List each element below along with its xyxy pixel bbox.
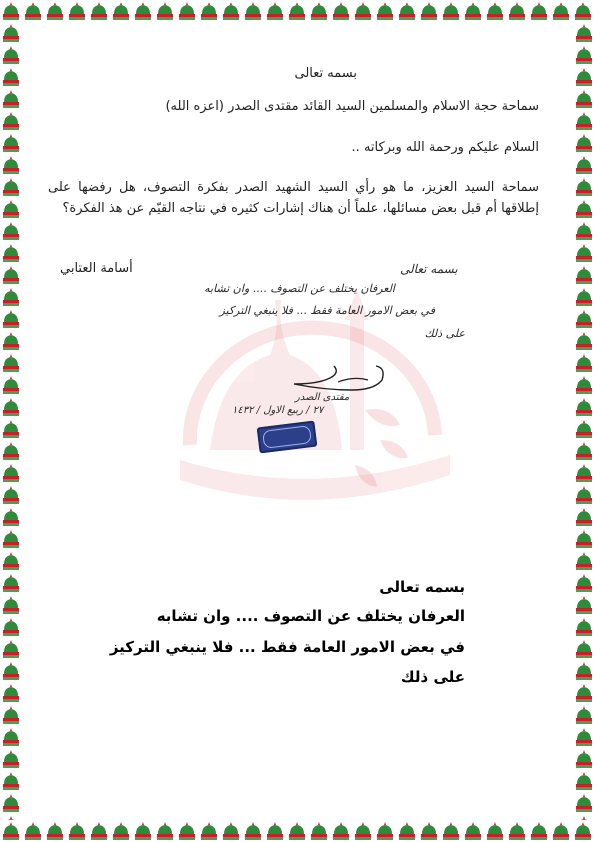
mosque-dome-icon [0,660,22,682]
handwritten-line-3: على ذلك [424,327,465,340]
mosque-dome-icon [0,748,22,770]
mosque-dome-icon [573,308,595,330]
mosque-dome-icon [573,770,595,792]
letter-body [48,0,547,842]
mosque-dome-icon [0,286,22,308]
mosque-dome-icon [0,682,22,704]
mosque-dome-icon [573,22,595,44]
mosque-dome-icon [573,154,595,176]
typed-line-2: في بعض الامور العامة فقط ... فلا ينبغي التركيز [109,638,465,656]
signature-date: ٢٧ / ربيع الاول / ١٤٣٢ [232,405,324,416]
mosque-dome-icon [573,132,595,154]
mosque-dome-icon [0,440,22,462]
mosque-dome-icon [0,132,22,154]
mosque-dome-icon [573,528,595,550]
mosque-dome-icon [573,748,595,770]
mosque-dome-icon [0,44,22,66]
mosque-dome-icon [573,484,595,506]
mosque-dome-icon [573,506,595,528]
letter-sender: أسامة العتابي [60,261,133,276]
signature-caption: مقتدى الصدر [295,392,350,403]
mosque-dome-icon [573,550,595,572]
letter-question: سماحة السيد العزيز، ما هو رأي السيد الشهيد الصدر بفكرة التصوف، هل رفضها على إطلاقها أم قبل بعض مسائلها، علماً أن هناك إشارات كثيره في نتاجه القيّم عن هذ الفكرة؟ [48,180,539,216]
mosque-dome-icon [573,352,595,374]
mosque-dome-icon [0,638,22,660]
mosque-dome-icon [22,820,44,842]
mosque-dome-icon [0,462,22,484]
mosque-dome-icon [573,264,595,286]
mosque-dome-icon [0,820,22,842]
mosque-dome-icon [0,110,22,132]
mosque-dome-icon [573,660,595,682]
mosque-dome-icon [0,66,22,88]
mosque-dome-icon [0,792,22,814]
mosque-dome-icon [573,176,595,198]
mosque-dome-icon [573,616,595,638]
mosque-dome-icon [573,374,595,396]
mosque-dome-icon [573,682,595,704]
mosque-dome-icon [0,528,22,550]
mosque-dome-icon [0,308,22,330]
mosque-dome-icon [0,594,22,616]
typed-line-3: على ذلك [400,668,465,686]
mosque-dome-icon [0,704,22,726]
mosque-dome-icon [573,638,595,660]
mosque-dome-icon [573,44,595,66]
mosque-dome-icon [0,418,22,440]
mosque-dome-icon [0,506,22,528]
mosque-dome-icon [0,264,22,286]
mosque-dome-icon [0,770,22,792]
mosque-dome-icon [0,616,22,638]
mosque-dome-icon [573,704,595,726]
mosque-dome-icon [550,0,572,22]
mosque-dome-icon [0,484,22,506]
mosque-dome-icon [572,820,594,842]
mosque-dome-icon [573,220,595,242]
mosque-dome-icon [0,22,22,44]
mosque-dome-icon [572,0,594,22]
frame-left [0,22,22,820]
mosque-dome-icon [573,726,595,748]
mosque-dome-icon [573,330,595,352]
mosque-dome-icon [573,396,595,418]
handwritten-heading: بسمه تعالى [400,262,458,276]
mosque-dome-icon [0,220,22,242]
mosque-dome-icon [0,176,22,198]
mosque-dome-icon [0,814,22,820]
typed-line-1: العرفان يختلف عن التصوف .... وان تشابه [156,607,465,625]
mosque-dome-icon [573,440,595,462]
letter-addressee: سماحة حجة الاسلام والمسلمين السيد القائد مقتدى الصدر (اعزه الله) [165,99,539,114]
handwritten-line-2: في بعض الامور العامة فقط ... فلا ينبغي التركيز [219,304,435,317]
handwritten-line-1: العرفان يختلف عن التصوف .... وان تشابه [204,282,395,295]
mosque-dome-icon [573,462,595,484]
mosque-dome-icon [573,110,595,132]
mosque-dome-icon [0,242,22,264]
mosque-dome-icon [0,572,22,594]
mosque-dome-icon [573,594,595,616]
mosque-dome-icon [0,0,22,22]
mosque-dome-icon [0,154,22,176]
mosque-dome-icon [573,242,595,264]
mosque-dome-icon [573,286,595,308]
letter-heading: بسمه تعالى [294,66,357,81]
stamp-inner-ring [262,425,312,449]
mosque-dome-icon [0,726,22,748]
mosque-dome-icon [573,66,595,88]
frame-right [573,22,595,820]
mosque-dome-icon [573,198,595,220]
letter-greeting: السلام عليكم ورحمة الله وبركاته .. [351,140,539,155]
mosque-dome-icon [0,198,22,220]
typed-heading: بسمه تعالى [379,578,465,596]
mosque-dome-icon [550,820,572,842]
mosque-dome-icon [573,814,595,820]
mosque-dome-icon [0,88,22,110]
mosque-dome-icon [573,88,595,110]
mosque-dome-icon [0,550,22,572]
mosque-dome-icon [573,792,595,814]
mosque-dome-icon [0,374,22,396]
mosque-dome-icon [0,330,22,352]
mosque-dome-icon [573,572,595,594]
mosque-dome-icon [573,418,595,440]
mosque-dome-icon [22,0,44,22]
handwritten-signature [278,352,398,397]
mosque-dome-icon [0,352,22,374]
mosque-dome-icon [0,396,22,418]
